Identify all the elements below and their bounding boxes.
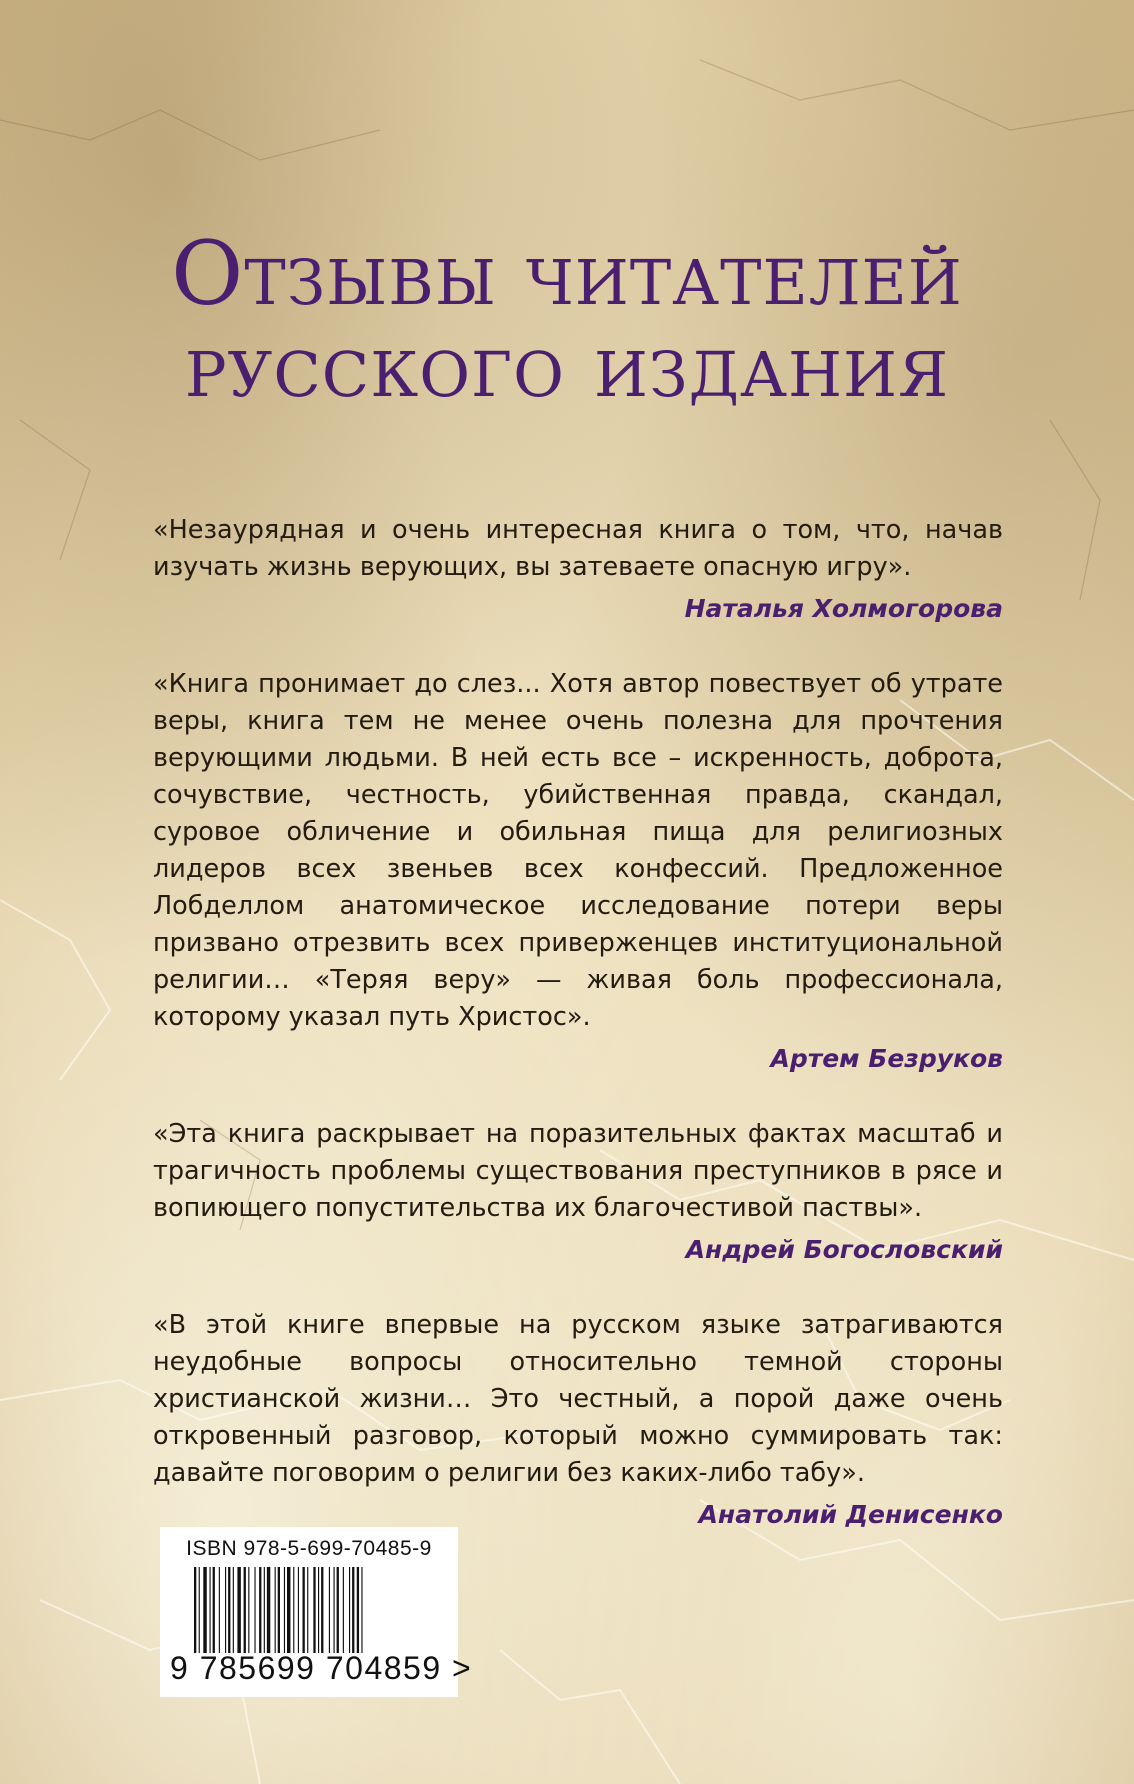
- title-line-2: русского издания: [184, 314, 950, 417]
- barcode-bars: [194, 1567, 424, 1653]
- barcode-bar: [298, 1567, 299, 1653]
- review-author: Андрей Богословский: [685, 1235, 1003, 1264]
- barcode-bar: [329, 1567, 330, 1653]
- barcode-bar: [318, 1567, 319, 1653]
- review-quote: «Книга пронимает до слез... Хотя автор повествует об утрате веры, книга тем не менее очень полезна для прочтения верующими людьми. В ней есть все – искренность, доброта, сочувствие, честность, убийственная правда, скандал, суровое обличение и обильная пища для религиозных лидеров всех звеньев всех конфессий. Предложенное Лобделлом анатомическое исследование потери веры призвано отрезвить всех приверженцев институциональной религии… «Теряя веру» — живая боль профессионала, которому указал путь Христос».: [153, 669, 1003, 1032]
- review-item: [153, 1307, 1003, 1532]
- review-author: Анатолий Денисенко: [698, 1500, 1003, 1529]
- barcode-bar: [259, 1567, 261, 1653]
- ean-digits: 9 785699 704859 >: [170, 1650, 473, 1686]
- barcode-bar: [199, 1567, 200, 1653]
- barcode-bar: [275, 1567, 276, 1653]
- barcode-bar: [233, 1567, 234, 1653]
- barcode-bar: [321, 1567, 323, 1653]
- barcode-bar: [254, 1567, 255, 1653]
- barcode-bar: [287, 1567, 290, 1653]
- review-quote: «В этой книге впервые на русском языке затрагиваются неудобные вопросы относительно темной стороны христианской жизни… Это честный, а порой даже очень откровенный разговор, который можно суммировать так: давайте поговорим о религии без каких-либо табу».: [153, 1310, 1003, 1488]
- review-item: [153, 1116, 1003, 1267]
- review-quote: «Эта книга раскрывает на поразительных фактах масштаб и трагичность проблемы существования преступников в рясе и вопиющего попустительства их благочестивой паствы».: [153, 1119, 1003, 1223]
- barcode-bar: [361, 1567, 362, 1653]
- review-item: [153, 666, 1003, 1076]
- barcode-bar: [357, 1567, 359, 1653]
- barcode-bar: [210, 1567, 211, 1653]
- barcode-bar: [343, 1567, 344, 1653]
- barcode-bar: [278, 1567, 280, 1653]
- barcode-bar: [213, 1567, 215, 1653]
- barcode-bar: [293, 1567, 294, 1653]
- barcode-bar: [219, 1567, 220, 1653]
- barcode-bar: [303, 1567, 305, 1653]
- barcode-bar: [203, 1567, 206, 1653]
- barcode-bar: [284, 1567, 285, 1653]
- review-item: [153, 512, 1003, 626]
- barcode-bar: [225, 1567, 226, 1653]
- barcode-bar: [307, 1567, 308, 1653]
- barcode-bar: [349, 1567, 350, 1653]
- barcode-bar: [194, 1567, 196, 1653]
- barcode-bar: [337, 1567, 339, 1653]
- title-line-1: Отзывы читателей: [171, 222, 963, 325]
- barcode-bar: [244, 1567, 246, 1653]
- barcode-bar: [334, 1567, 335, 1653]
- barcode-bar: [237, 1567, 240, 1653]
- barcode-bar: [248, 1567, 249, 1653]
- barcode-bar: [264, 1567, 265, 1653]
- barcode-bar: [267, 1567, 270, 1653]
- cover-title: [0, 222, 1134, 417]
- review-author: Наталья Холмогорова: [684, 594, 1003, 623]
- review-author: Артем Безруков: [770, 1044, 1003, 1073]
- barcode-bar: [352, 1567, 354, 1653]
- isbn-label: ISBN 978-5-699-70485-9: [186, 1537, 432, 1560]
- review-quote: «Незаурядная и очень интересная книга о том, что, начав изучать жизнь верующих, вы затеваете опасную игру».: [153, 515, 1003, 582]
- barcode-bar: [313, 1567, 315, 1653]
- reviews-list: [153, 512, 1003, 1572]
- isbn-barcode: [160, 1527, 473, 1697]
- barcode-bar: [228, 1567, 230, 1653]
